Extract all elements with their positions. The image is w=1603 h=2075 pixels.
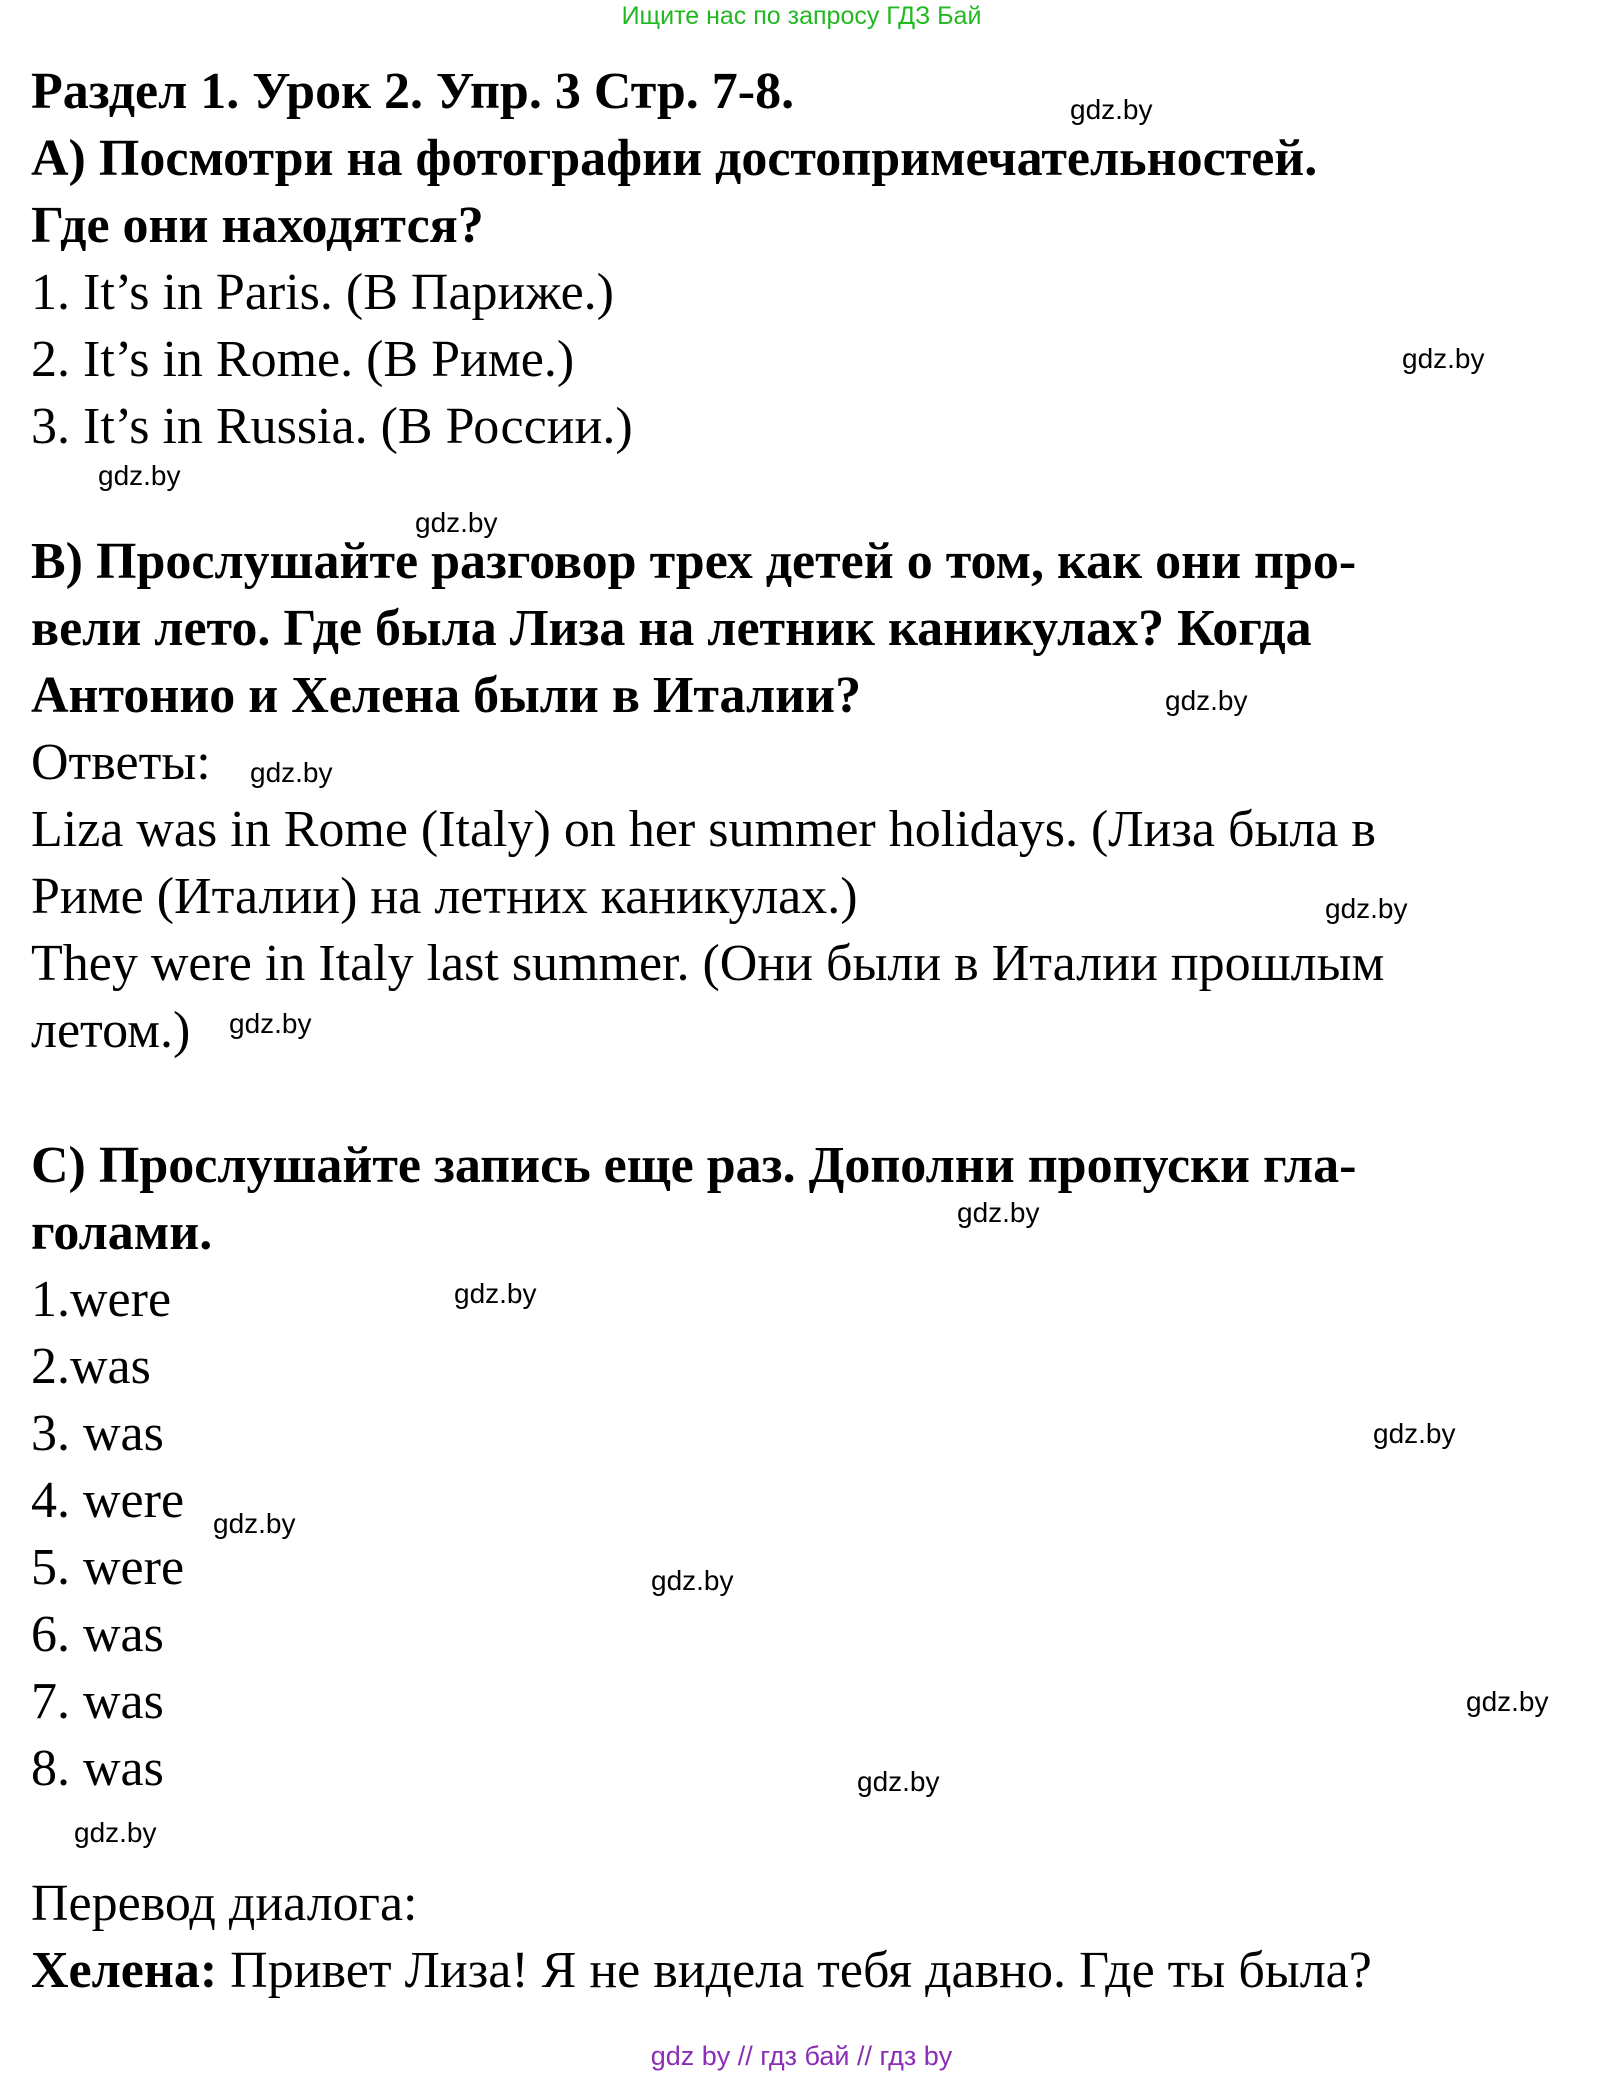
section-b-answer-line: They were in Italy last summer. (Они были в Италии прошлым <box>31 935 1385 992</box>
watermark: gdz.by <box>1373 1418 1456 1449</box>
footer[interactable]: gdz by // гдз бай // гдз by <box>650 2041 953 2071</box>
spacer <box>31 1064 1576 1132</box>
watermark: gdz.by <box>98 460 181 491</box>
spacer <box>31 1802 1576 1870</box>
watermark: gdz.by <box>229 1008 312 1039</box>
section-b-answer-line: летом.) <box>31 1002 191 1059</box>
section-c-item: 7. was <box>31 1673 164 1730</box>
watermark: gdz.by <box>1325 893 1408 924</box>
top-banner[interactable]: Ищите нас по запросу ГДЗ Бай <box>621 2 982 30</box>
translation-line <box>31 1937 1576 2004</box>
section-c-item: 6. was <box>31 1606 164 1663</box>
section-c-item: 5. were <box>31 1539 185 1596</box>
watermark: gdz.by <box>250 757 333 788</box>
section-b-heading-line: B) Прослушайте разговор трех детей о том, как они про- <box>31 533 1357 590</box>
watermark: gdz.by <box>651 1565 734 1596</box>
section-c-heading-line: голами. <box>31 1204 213 1261</box>
section-b-answer-line: Риме (Италии) на летних каникулах.) <box>31 868 858 925</box>
translation-label: Перевод диалога: <box>31 1875 418 1932</box>
section-a-heading-line: Где они находятся? <box>31 197 484 254</box>
speaker-name: Хелена: <box>31 1942 218 1999</box>
speaker-text: Привет Лиза! Я не видела тебя давно. Где ты была? <box>217 1942 1372 1999</box>
section-b-heading-line: вели лето. Где была Лиза на летник каникулах? Когда <box>31 600 1312 657</box>
section-c-item: 4. were <box>31 1472 185 1529</box>
section-c-item: 8. was <box>31 1740 164 1797</box>
section-b-heading-line: Антонио и Хелена были в Италии? <box>31 667 862 724</box>
watermark: gdz.by <box>1402 343 1485 374</box>
watermark: gdz.by <box>454 1278 537 1309</box>
section-a-answer: 2. It’s in Rome. (В Риме.) <box>31 331 575 388</box>
page-title: Раздел 1. Урок 2. Упр. 3 Стр. 7-8. <box>31 63 795 120</box>
section-a-heading-line: А) Посмотри на фотографии достопримечательностей. <box>31 130 1318 187</box>
section-b-answer-line: Liza was in Rome (Italy) on her summer holidays. (Лиза была в <box>31 801 1376 858</box>
section-a-answer: 3. It’s in Russia. (В России.) <box>31 398 633 455</box>
watermark: gdz.by <box>957 1197 1040 1228</box>
section-c-item: 1.were <box>31 1271 172 1328</box>
watermark: gdz.by <box>857 1766 940 1797</box>
section-c-item: 2.was <box>31 1338 151 1395</box>
watermark: gdz.by <box>1070 94 1153 125</box>
watermark: gdz.by <box>213 1508 296 1539</box>
watermark: gdz.by <box>415 507 498 538</box>
spacer <box>31 460 1576 528</box>
watermark: gdz.by <box>1466 1686 1549 1717</box>
section-a-answer: 1. It’s in Paris. (В Париже.) <box>31 264 614 321</box>
section-c-item: 3. was <box>31 1405 164 1462</box>
watermark: gdz.by <box>74 1817 157 1848</box>
section-c-heading-line: C) Прослушайте запись еще раз. Дополни пропуски гла- <box>31 1137 1357 1194</box>
answers-label: Ответы: <box>31 734 211 791</box>
watermark: gdz.by <box>1165 685 1248 716</box>
